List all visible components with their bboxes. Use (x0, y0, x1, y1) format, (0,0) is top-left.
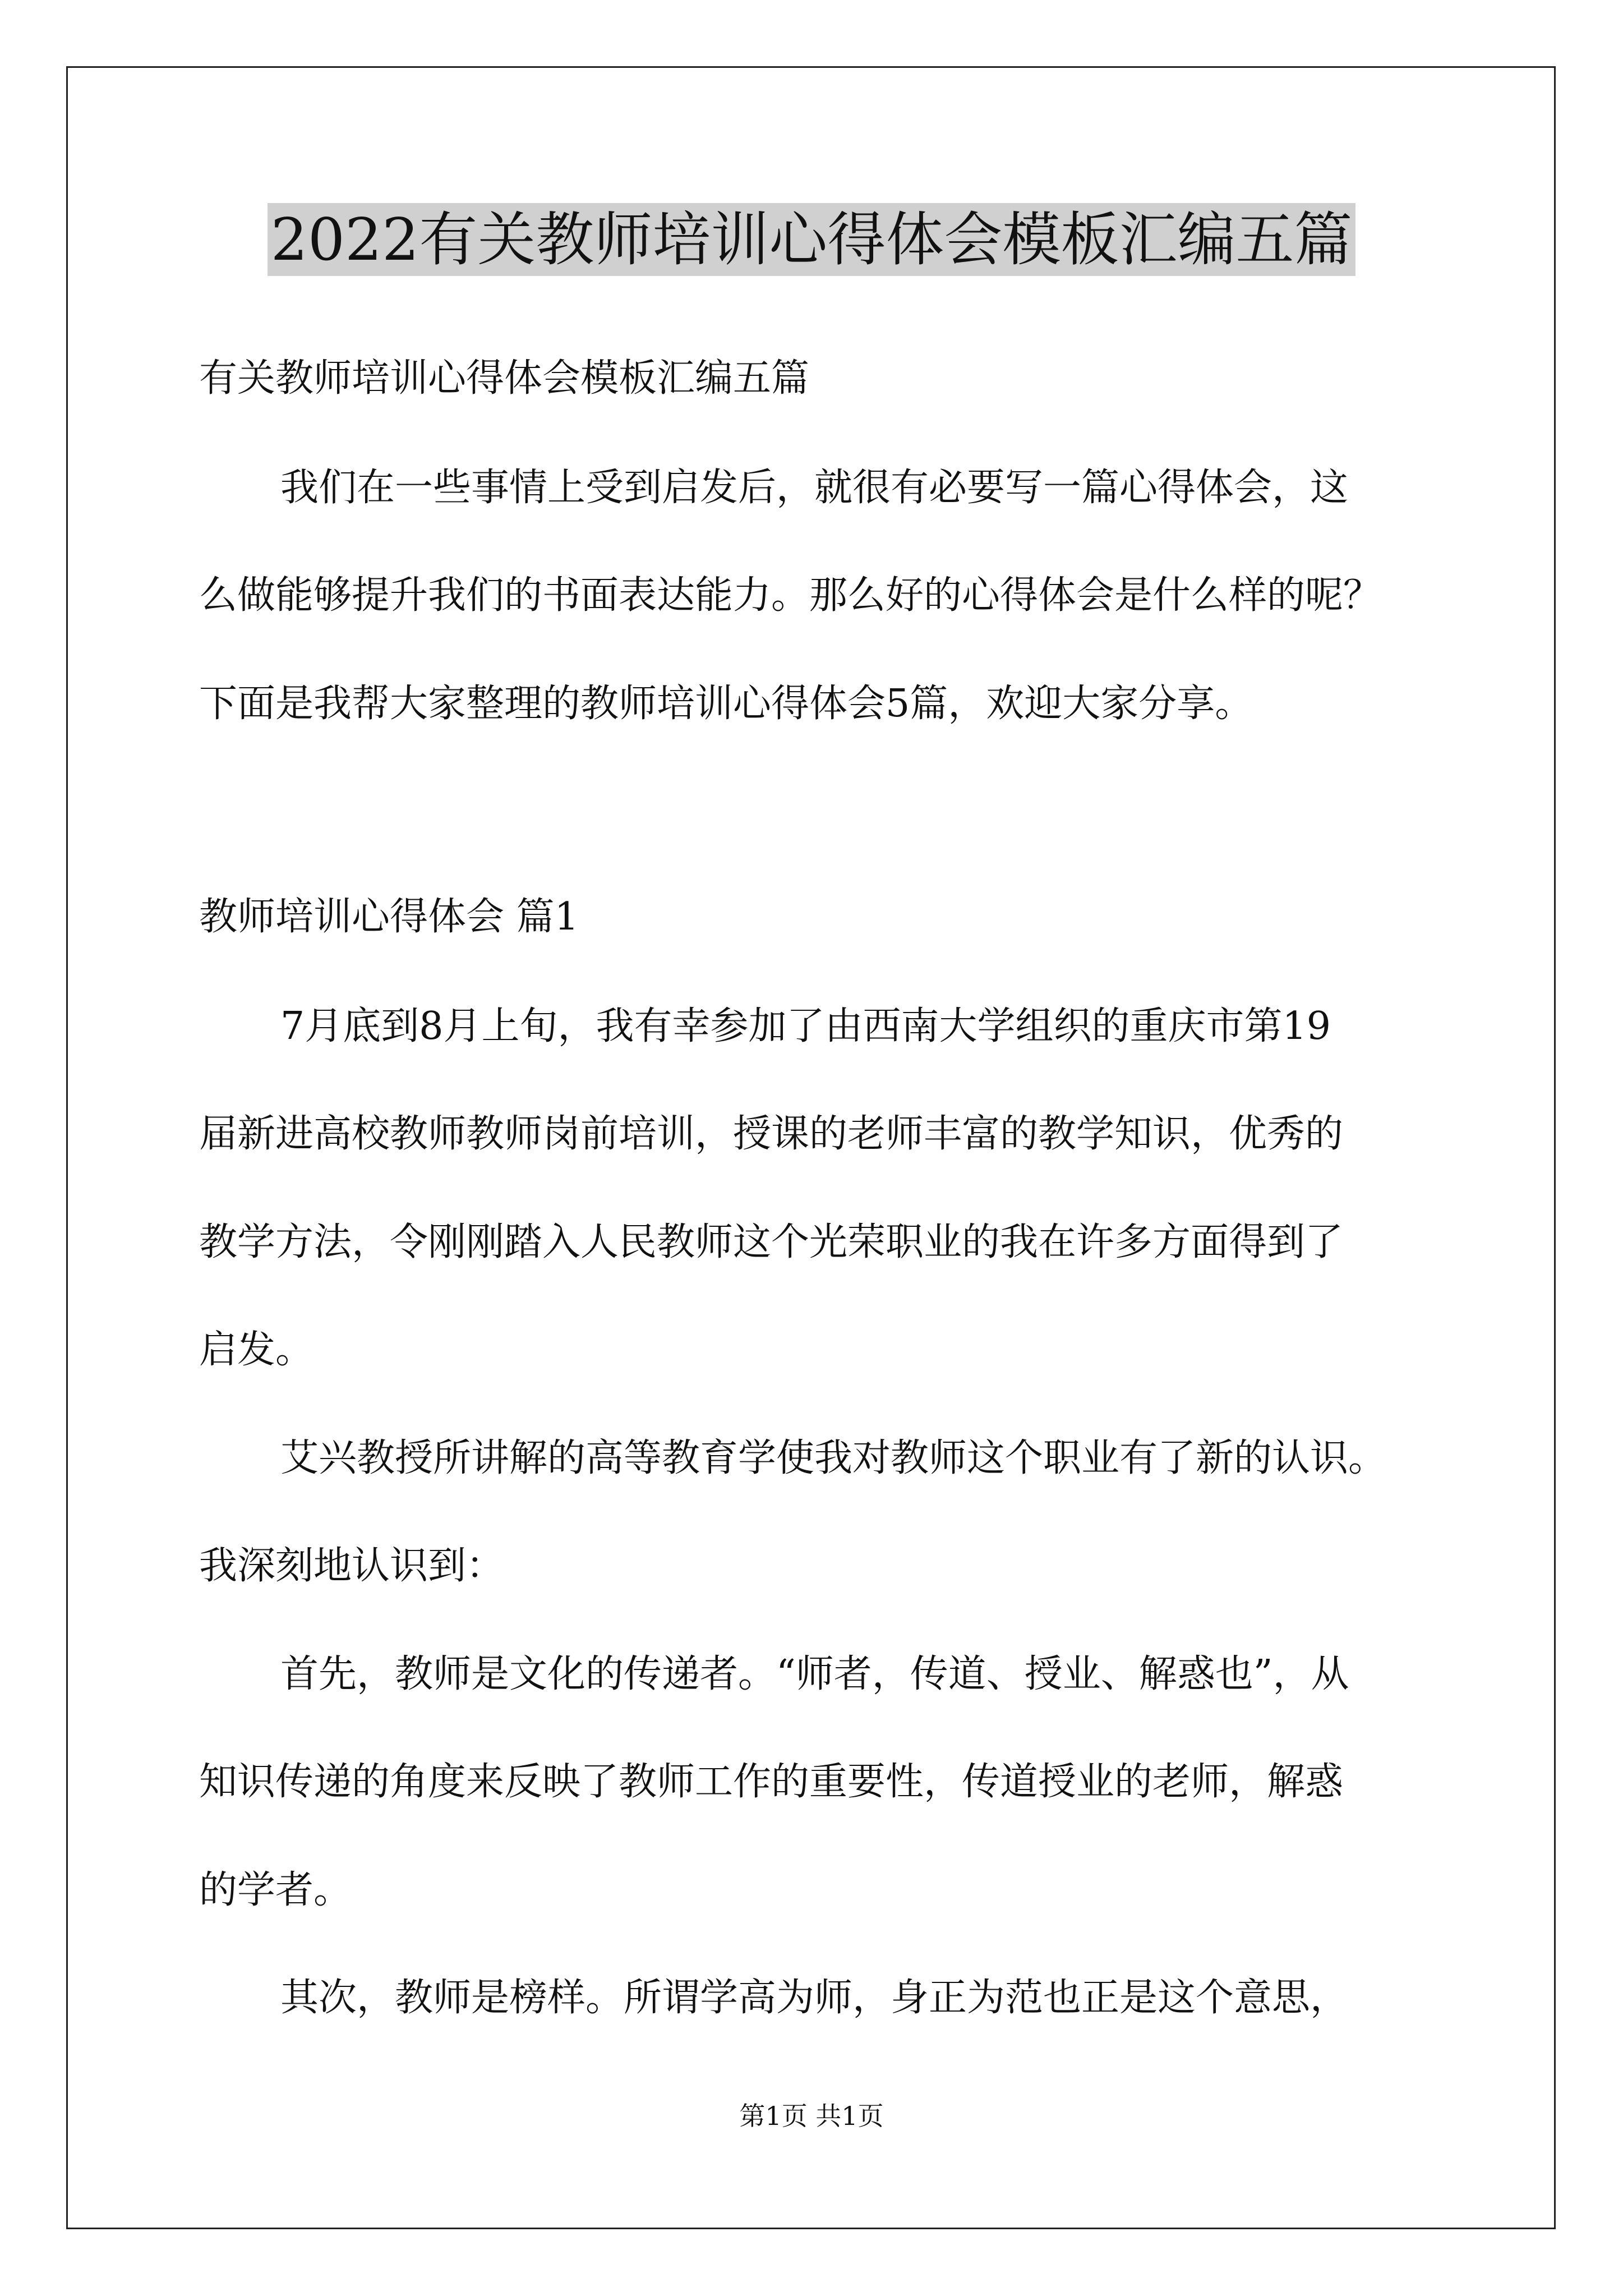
paragraph1-line-1: 7月底到8月上旬，我有幸参加了由西南大学组织的重庆市第19 (280, 1004, 1331, 1048)
intro-line-2: 么做能够提升我们的书面表达能力。那么好的心得体会是什么样的呢？ (199, 573, 1382, 618)
paragraph4-line-1: 其次，教师是榜样。所谓学高为师，身正为范也正是这个意思， (280, 1976, 1349, 2020)
paragraph1-line-2: 届新进高校教师教师岗前培训，授课的老师丰富的教学知识，优秀的 (199, 1112, 1344, 1156)
paragraph2-line-2: 我深刻地认识到： (199, 1544, 505, 1588)
document-title: 2022有关教师培训心得体会模板汇编五篇 (268, 203, 1356, 276)
paragraph3-line-3: 的学者。 (199, 1868, 352, 1912)
paragraph1-line-3: 教学方法，令刚刚踏入人民教师这个光荣职业的我在许多方面得到了 (199, 1220, 1344, 1264)
paragraph1-line-4: 启发。 (199, 1328, 314, 1372)
intro-line-3: 下面是我帮大家整理的教师培训心得体会5篇，欢迎大家分享。 (199, 682, 1253, 726)
section-heading: 教师培训心得体会 篇1 (199, 895, 579, 939)
paragraph3-line-2: 知识传递的角度来反映了教师工作的重要性，传道授业的老师，解惑 (199, 1760, 1344, 1804)
document-subtitle: 有关教师培训心得体会模板汇编五篇 (199, 356, 810, 401)
page-footer: 第1页 共1页 (739, 2101, 884, 2131)
paragraph2-line-1: 艾兴教授所讲解的高等教育学使我对教师这个职业有了新的认识。 (280, 1436, 1387, 1480)
paragraph3-line-1: 首先，教师是文化的传递者。“师者，传道、授业、解惑也”，从 (280, 1652, 1349, 1696)
title-container (0, 203, 1623, 276)
intro-line-1: 我们在一些事情上受到启发后，就很有必要写一篇心得体会，这 (280, 466, 1349, 510)
